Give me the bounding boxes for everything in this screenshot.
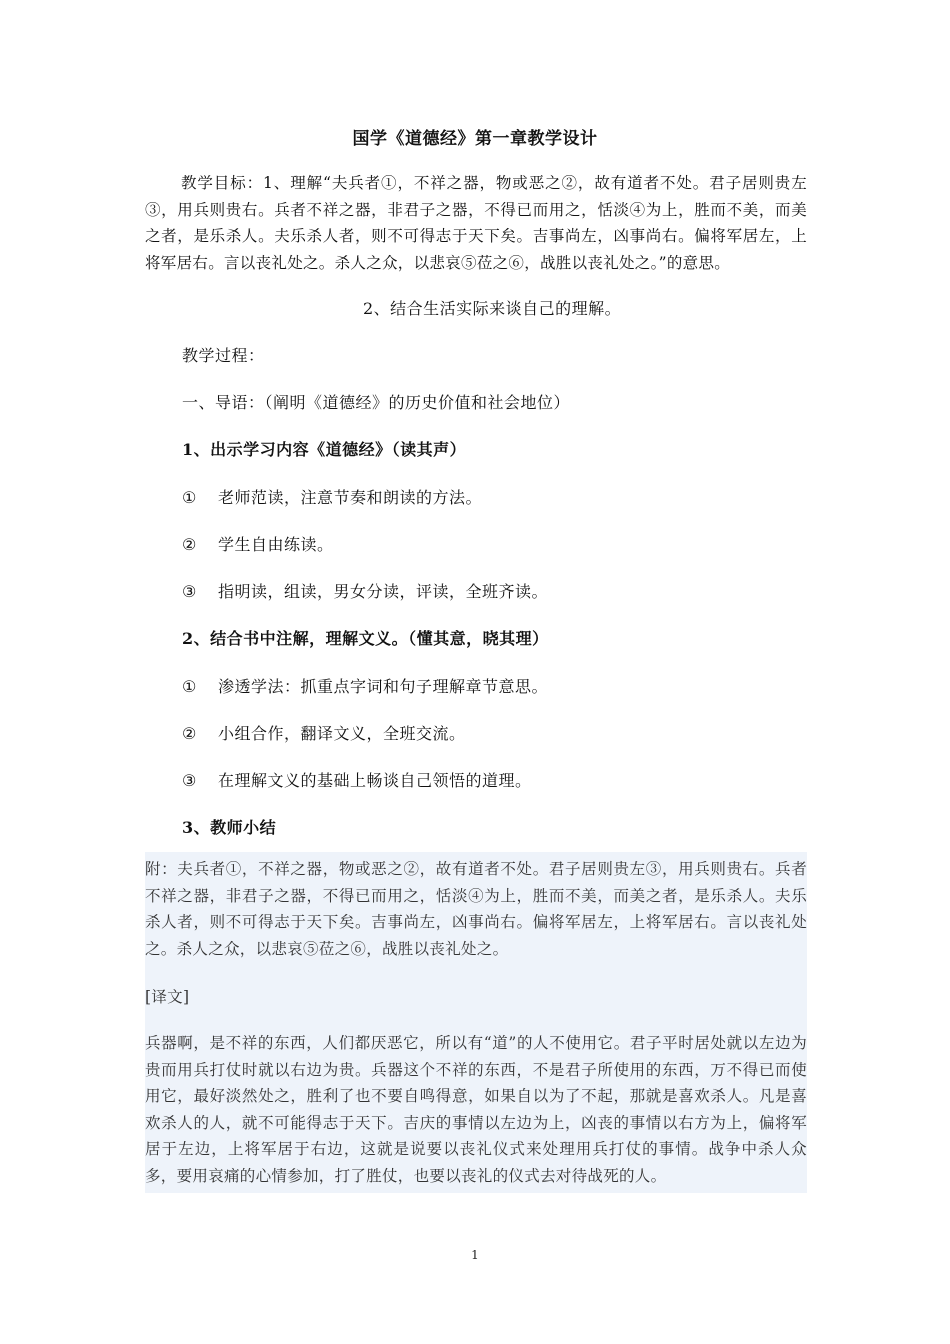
item-text: 学生自由练读。 xyxy=(218,535,334,554)
step1-item xyxy=(182,579,548,602)
step2-item xyxy=(182,721,466,744)
page-number: 1 xyxy=(471,1248,479,1262)
step3-heading: 3、教师小结 xyxy=(182,818,277,837)
intro-line: 一、导语：（阐明《道德经》的历史价值和社会地位） xyxy=(182,393,571,412)
item-text: 在理解文义的基础上畅谈自己领悟的道理。 xyxy=(218,771,532,790)
item-text: 老师范读，注意节奏和朗读的方法。 xyxy=(218,488,483,507)
document-title: 国学《道德经》第一章教学设计 xyxy=(352,129,598,149)
appendix-original-text: 附：夫兵者①，不祥之器，物或恶之②，故有道者不处。君子居则贵左③，用兵则贵右。兵者不祥之器，非君子之器，不得已而用之，恬淡④为上，胜而不美，而美之者，是乐杀人。夫乐杀人者，则不可得志于天下矣。吉事尚左，凶事尚右。偏将军居左，上将军居右。言以丧礼处之。杀人之众，以悲哀⑤莅之⑥，战胜以丧礼处之。 xyxy=(145,860,807,958)
step2-heading: 2、结合书中注解，理解文义。（懂其意，晓其理） xyxy=(182,629,549,648)
step1-item xyxy=(182,532,334,555)
item-number: ③ xyxy=(182,771,197,790)
appendix-block xyxy=(145,852,807,1193)
item-text: 指明读，组读，男女分读，评读，全班齐读。 xyxy=(218,582,549,601)
item-number: ① xyxy=(182,677,197,696)
item-number: ② xyxy=(182,724,197,743)
item-text: 渗透学法：抓重点字词和句子理解章节意思。 xyxy=(218,677,549,696)
item-number: ② xyxy=(182,535,197,554)
step1-heading: 1、出示学习内容《道德经》（读其声） xyxy=(182,440,467,459)
item-number: ① xyxy=(182,488,197,507)
teaching-goal-2: 2、结合生活实际来谈自己的理解。 xyxy=(363,299,622,318)
translation-label: [译文] xyxy=(145,988,190,1006)
process-label: 教学过程： xyxy=(182,346,265,365)
item-number: ③ xyxy=(182,582,197,601)
step1-item xyxy=(182,485,482,508)
step2-item xyxy=(182,674,548,697)
translation-text: 兵器啊，是不祥的东西，人们都厌恶它，所以有“道”的人不使用它。君子平时居处就以左边为贵而用兵打仗时就以右边为贵。兵器这个不祥的东西，不是君子所使用的东西，万不得已而使用它，最好淡然处之，胜利了也不要自鸣得意，如果自以为了不起，那就是喜欢杀人。凡是喜欢杀人的人，就不可能得志于天下。吉庆的事情以左边为上，凶丧的事情以右方为上，偏将军居于左边，上将军居于右边，这就是说要以丧礼仪式来处理用兵打仗的事情。战争中杀人众多，要用哀痛的心情参加，打了胜仗，也要以丧礼的仪式去对待战死的人。 xyxy=(145,1034,807,1185)
teaching-goal-paragraph: 教学目标：1、理解“夫兵者①，不祥之器，物或恶之②，故有道者不处。君子居则贵左③，用兵则贵右。兵者不祥之器，非君子之器，不得已而用之，恬淡④为上，胜而不美，而美之者，是乐杀人。夫乐杀人者，则不可得志于天下矣。吉事尚左，凶事尚右。偏将军居左，上将军居右。言以丧礼处之。杀人之众，以悲哀⑤莅之⑥，战胜以丧礼处之。”的意思。 xyxy=(145,174,807,272)
item-text: 小组合作，翻译文义，全班交流。 xyxy=(218,724,466,743)
step2-item xyxy=(182,768,532,791)
